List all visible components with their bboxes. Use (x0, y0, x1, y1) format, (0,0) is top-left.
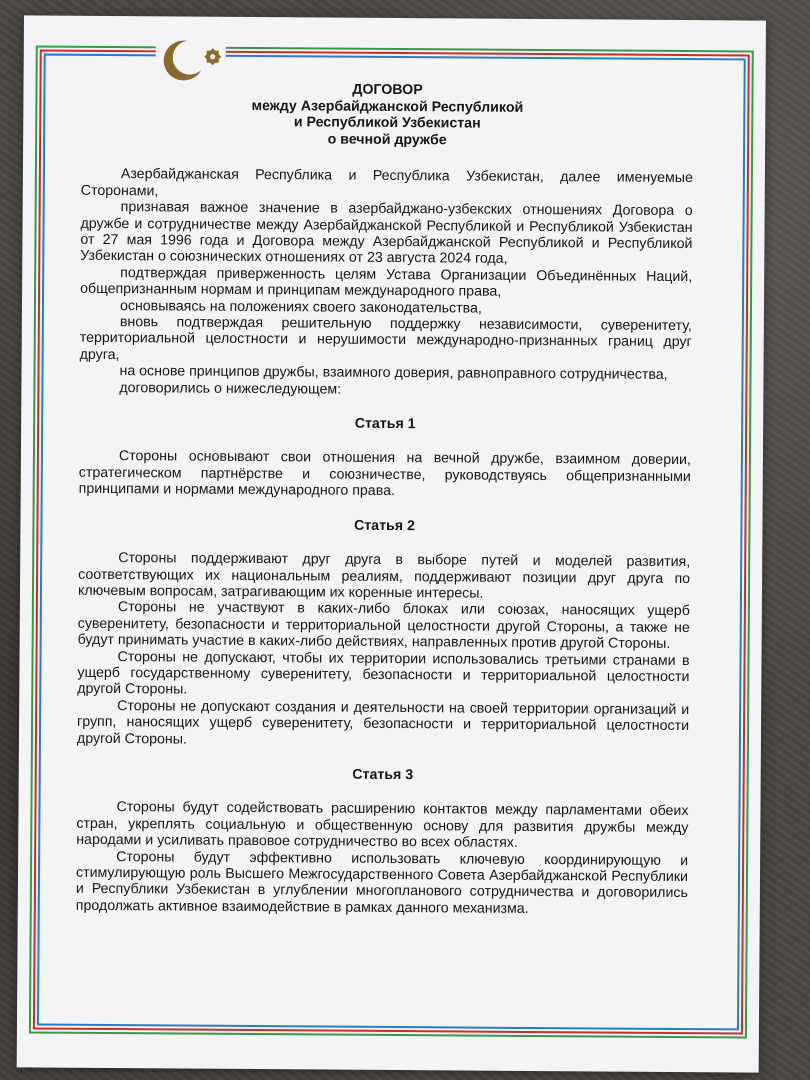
article-paragraph: Стороны будут эффективно использовать ключевую координирующую и стимулирующую роль Высшего Межгосударственного Совета Азербайджанской Республики и Республики Узбекистан в углублении многопланового сотрудничества и договорились продолжать активное взаимодействие в рамках данного механизма. (75, 848, 689, 917)
title-line: ДОГОВОР (352, 81, 423, 99)
article-paragraph: Стороны основывают свои отношения на вечной дружбе, взаимном доверии, стратегическом партнёрстве и союзничестве, руководствуясь общепризнанными принципами и нормами международного права. (78, 448, 691, 500)
title-line: и Республикой Узбекистан (293, 114, 481, 132)
title-line: между Азербайджанской Республикой (251, 97, 524, 116)
document-title (81, 80, 693, 151)
document-body (76, 80, 694, 918)
title-line: о вечной дружбе (327, 131, 447, 149)
article-heading: Статья 2 (353, 517, 415, 534)
article-heading: Статья 3 (352, 766, 414, 784)
document-sheet (17, 15, 766, 1072)
preamble-paragraph: договорились о нижеследующем: (119, 379, 342, 398)
article-paragraph: Стороны не допускают создания и деятельности на своей территории организаций и групп, наносящих ущерб суверенитету, безопасности и территориальной целостности другой Стороны. (76, 697, 690, 748)
preamble-paragraph: Азербайджанская Республика и Республика Узбекистан, далее именуемые Сторонами, (80, 166, 693, 200)
article-paragraph: Стороны не участвуют в каких-либо блоках или союзах, наносящих ущерб суверенитету, безопасности и территориальной целостности другой Стороны, а также не будут принимать участие в каких-либо действиях, направленных против другой Стороны. (77, 599, 690, 653)
article-paragraph: Стороны поддерживают друг друга в выборе путей и моделей развития, соответствующих их национальным реалиям, поддерживают позиции друг друга по ключевым вопросам, затрагивающим их коренные интересы. (77, 550, 691, 602)
preamble-paragraph: подтверждая приверженность целям Устава Организации Объединённых Наций, общепризнанным нормам и принципам международного права, (80, 264, 693, 300)
article-paragraph: Стороны будут содействовать расширению контактов между парламентами обеих стран, укреплять социальную и общественную основу для развития дружбы между народами и усиливать правовое сотрудничество во всех областях. (76, 799, 689, 852)
preamble-paragraph: признавая важное значение в азербайджано-узбекских отношениях Договора о дружбе и сотрудничестве между Азербайджанской Республикой и Республикой Узбекистан от 27 мая 1996 года и Договора между Азербайджанской Республикой и Республикой Узбекистан о союзнических отношениях от 23 августа 2024 года, (80, 199, 693, 268)
preamble-paragraph: вновь подтверждая решительную поддержку независимости, суверенитету, территориальной целостности и нерушимости международно-признанных границ друг друга, (79, 314, 692, 363)
preamble-paragraph: на основе принципов дружбы, взаимного доверия, равноправного сотрудничества, (119, 363, 668, 384)
article-heading: Статья 1 (354, 415, 416, 433)
preamble-paragraph: основываясь на положениях своего законодательства, (119, 297, 482, 317)
article-paragraph: Стороны не допускают, чтобы их территории использовались третьими странами в ущерб государственному суверенитету, безопасности и территориальной целостности другой Стороны. (77, 648, 690, 698)
